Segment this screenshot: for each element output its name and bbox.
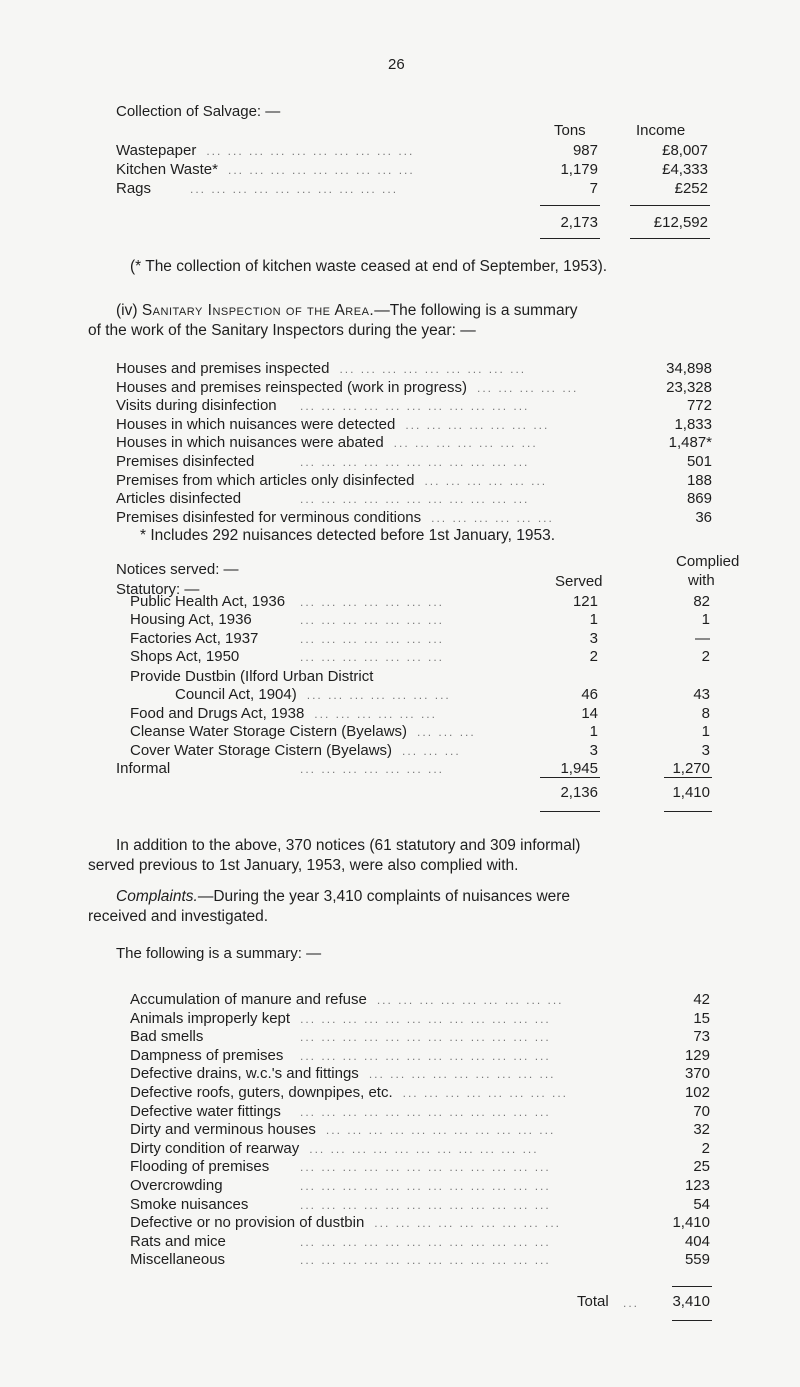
salvage-heading: Collection of Salvage: — <box>116 103 281 120</box>
dot-leader: ... ... ... ... ... ... ... ... ... ... ... ... <box>300 1197 551 1212</box>
row-label: Bad smells <box>130 1028 204 1046</box>
dot-leader: ... ... ... ... ... ... <box>431 510 554 525</box>
row-label: Premises disinfected <box>116 453 255 470</box>
inspection-value: 188 <box>686 471 712 489</box>
row-label: Food and Drugs Act, 1938 <box>130 705 305 722</box>
complaints-value: 54 <box>693 1195 710 1213</box>
complaints-line-2: received and investigated. <box>88 908 269 925</box>
complaints-value: 129 <box>684 1046 710 1064</box>
complaints-row <box>0 1009 800 1029</box>
complaints-value: 70 <box>693 1102 710 1120</box>
row-label: Houses in which nuisances were abated <box>116 434 384 452</box>
dot-leader: ... ... ... ... ... ... ... ... ... ... ... <box>300 455 530 469</box>
row-label: Housing Act, 1936 <box>130 611 252 628</box>
dot-leader: ... ... ... <box>402 744 461 758</box>
row-label: Kitchen Waste* <box>116 161 218 178</box>
complaints-row <box>0 1064 800 1084</box>
inspection-value: 1,833 <box>674 415 712 433</box>
complaints-heading: Complaints. <box>116 888 198 905</box>
notices-statutory-label: Statutory: — <box>116 581 200 598</box>
salvage-income: £252 <box>674 180 708 197</box>
complaints-row <box>0 1027 800 1047</box>
notices-served: 3 <box>589 630 598 647</box>
dot-leader: ... ... ... ... ... ... ... <box>300 613 445 627</box>
notices-rule-top <box>540 777 600 778</box>
salvage-rule-bottom-income <box>630 238 710 239</box>
notices-row <box>0 629 800 649</box>
dot-leader: ... ... ... ... ... ... ... <box>405 417 550 432</box>
complaints-text: —During the year 3,410 complaints of nuisances were <box>197 888 571 905</box>
salvage-col-income: Income <box>636 122 686 139</box>
salvage-row <box>0 179 800 199</box>
inspection-row <box>0 359 800 379</box>
row-label: Visits during disinfection <box>116 397 277 415</box>
complaints-rule-bottom <box>672 1320 712 1321</box>
complaints-row <box>0 1046 800 1066</box>
row-label: Public Health Act, 1936 <box>130 593 286 610</box>
row-label: Informal <box>116 760 171 777</box>
row-label: Dirty condition of rearway <box>130 1139 300 1157</box>
complaints-value: 559 <box>684 1251 710 1269</box>
notices-served: 3 <box>589 742 598 759</box>
dot-leader: ... ... ... ... ... ... ... ... ... <box>339 362 527 376</box>
inspection-prefix: (iv) <box>116 302 142 319</box>
row-label: Wastepaper <box>116 142 197 159</box>
complaints-row <box>0 1083 800 1103</box>
salvage-total-tons: 2,173 <box>560 214 598 231</box>
inspection-intro-text: —The following is a summary <box>374 302 578 319</box>
row-label: Dampness of premises <box>130 1046 284 1064</box>
complaints-value: 15 <box>693 1009 710 1027</box>
salvage-tons: 987 <box>572 142 598 159</box>
notices-total-served: 2,136 <box>560 784 598 801</box>
inspection-value: 501 <box>686 453 712 470</box>
row-label: Cover Water Storage Cistern (Byelaws) <box>130 742 393 759</box>
complaints-value: 25 <box>693 1158 710 1176</box>
inspection-row <box>0 433 800 453</box>
complaints-row <box>0 1176 800 1196</box>
notices-row <box>0 759 800 779</box>
notices-rule-top-complied <box>664 777 712 778</box>
notices-served: 1 <box>589 611 598 628</box>
dot-leader: ... ... ... ... ... ... ... <box>300 650 445 664</box>
dot-leader: ... ... ... ... ... ... ... ... ... ... <box>190 182 399 196</box>
dot-leader: ... ... ... ... ... ... ... ... ... ... ... <box>300 492 530 507</box>
row-label: Houses and premises inspected <box>116 360 330 377</box>
complaints-value: 123 <box>684 1177 710 1194</box>
notices-row <box>0 647 800 667</box>
dot-leader: ... ... ... ... ... ... <box>424 473 548 488</box>
notices-complied: 8 <box>701 705 710 722</box>
notices-served: 121 <box>572 593 598 610</box>
dot-leader: ... ... ... ... ... ... ... <box>306 688 451 702</box>
dot-leader: ... ... ... ... ... ... ... ... ... ... ... ... <box>300 1048 551 1063</box>
notices-row <box>0 722 800 742</box>
salvage-rule-top <box>540 205 600 206</box>
row-label: Defective or no provision of dustbin <box>130 1214 365 1232</box>
dot-leader: ... ... ... ... ... ... ... ... ... ... <box>206 144 415 158</box>
notices-row-cont <box>0 685 800 705</box>
notices-row <box>0 592 800 612</box>
inspection-value: 36 <box>695 508 712 526</box>
notices-served: 1,945 <box>560 760 598 777</box>
row-label: Defective drains, w.c.'s and fittings <box>130 1065 359 1083</box>
notices-complied: 3 <box>701 742 710 759</box>
inspection-row <box>0 508 800 528</box>
inspection-value: 772 <box>686 397 712 415</box>
row-label: Council Act, 1904) <box>175 686 297 703</box>
dot-leader: ... ... ... ... ... ... ... <box>300 762 445 776</box>
complaints-row <box>0 1157 800 1177</box>
inspection-row <box>0 471 800 491</box>
dot-leader: ... ... ... ... ... ... ... ... ... ... ... ... <box>300 1160 551 1175</box>
dot-leader: ... ... ... ... ... ... ... <box>300 632 445 646</box>
complaints-value: 404 <box>684 1232 710 1250</box>
notices-row <box>0 667 800 687</box>
row-label: Cleanse Water Storage Cistern (Byelaws) <box>130 723 408 740</box>
salvage-footnote: (* The collection of kitchen waste ceased at end of September, 1953). <box>130 258 608 275</box>
row-label: Overcrowding <box>130 1177 223 1194</box>
dot-leader: ... ... ... ... ... ... ... ... ... ... ... <box>300 399 530 414</box>
row-label: Articles disinfected <box>116 490 242 508</box>
salvage-rule-top-income <box>630 205 710 206</box>
dot-leader: ... ... ... ... ... ... ... ... ... ... ... ... <box>300 1030 551 1045</box>
dot-leader: ... ... ... ... ... ... ... ... ... <box>376 993 564 1007</box>
complaints-value: 32 <box>693 1121 710 1139</box>
dot-leader: ... ... ... ... ... ... <box>314 707 437 721</box>
inspection-intro-line2: of the work of the Sanitary Inspectors during the year: — <box>88 322 476 339</box>
notices-complied: 82 <box>693 593 710 610</box>
notices-total-complied: 1,410 <box>672 784 710 801</box>
inspection-row <box>0 396 800 416</box>
complaints-total-label: Total <box>577 1293 609 1310</box>
complaints-row <box>0 1120 800 1140</box>
dot-leader: ... ... ... ... ... ... ... ... ... <box>228 163 415 177</box>
complaints-rule-top <box>672 1286 712 1287</box>
salvage-income: £8,007 <box>662 142 708 159</box>
notices-row <box>0 741 800 761</box>
notices-col-served: Served <box>555 573 603 590</box>
notices-col-complied-1: Complied <box>676 553 740 570</box>
salvage-income: £4,333 <box>662 161 708 178</box>
notices-served: 2 <box>589 648 598 665</box>
salvage-rule-bottom <box>540 238 600 239</box>
row-label: Defective water fittings <box>130 1102 281 1120</box>
complaints-row <box>0 1232 800 1252</box>
notices-col-complied-2: with <box>688 572 715 589</box>
addition-line-2: served previous to 1st January, 1953, were also complied with. <box>88 857 519 874</box>
row-label: Houses in which nuisances were detected <box>116 415 396 433</box>
notices-row <box>0 704 800 724</box>
dot-leader: ... ... ... ... ... ... ... ... ... <box>374 1216 561 1231</box>
complaints-row <box>0 1195 800 1215</box>
page-number: 26 <box>388 56 405 73</box>
complaints-row <box>0 1102 800 1122</box>
notices-complied: 2 <box>701 648 710 665</box>
inspection-value: 869 <box>686 490 712 508</box>
row-label: Houses and premises reinspected (work in progress) <box>116 378 467 396</box>
salvage-col-tons: Tons <box>554 122 586 139</box>
dot-leader: ... ... ... ... ... ... ... ... ... ... ... ... <box>300 1234 551 1249</box>
complaints-value: 73 <box>693 1028 710 1046</box>
addition-paragraph <box>88 836 580 876</box>
salvage-tons: 7 <box>589 180 598 197</box>
notices-complied: 43 <box>693 686 710 703</box>
inspection-intro <box>116 302 578 320</box>
inspection-value: 1,487* <box>668 434 712 452</box>
row-label: Defective roofs, guters, downpipes, etc. <box>130 1084 393 1101</box>
dot-leader: ... ... ... ... ... ... ... ... ... ... ... <box>309 1141 539 1156</box>
inspection-row <box>0 489 800 509</box>
inspection-heading: Sanitary Inspection of the Area. <box>141 302 375 319</box>
row-label: Smoke nuisances <box>130 1195 249 1213</box>
inspection-row <box>0 415 800 435</box>
inspection-value: 34,898 <box>666 360 712 377</box>
row-label: Provide Dustbin (Ilford Urban District <box>130 668 374 685</box>
dot-leader: ... ... ... ... ... ... ... ... ... <box>368 1067 556 1082</box>
notices-heading: Notices served: — <box>116 561 239 578</box>
complaints-line-1 <box>88 887 570 907</box>
notices-served: 46 <box>581 686 598 703</box>
dot-leader: ... ... ... ... ... ... ... ... <box>402 1086 568 1100</box>
notices-served: 1 <box>589 723 598 740</box>
row-label: Rags <box>116 180 152 197</box>
inspection-value: 23,328 <box>666 378 712 396</box>
complaints-value: 2 <box>701 1139 710 1157</box>
complaints-row <box>0 1213 800 1233</box>
notices-row <box>0 610 800 630</box>
complaints-value: 42 <box>693 991 710 1008</box>
inspection-row <box>0 378 800 398</box>
salvage-row <box>0 160 800 180</box>
complaints-summary-intro: The following is a summary: — <box>116 945 322 962</box>
row-label: Dirty and verminous houses <box>130 1121 316 1139</box>
row-label: Miscellaneous <box>130 1251 226 1269</box>
row-label: Accumulation of manure and refuse <box>130 991 367 1008</box>
dot-leader: ... ... ... ... ... ... ... ... ... ... ... ... <box>300 1179 551 1193</box>
dot-leader: ... ... ... ... ... ... ... ... ... ... ... <box>325 1123 556 1138</box>
notices-complied: 1,270 <box>672 760 710 777</box>
row-label: Premises disinfested for verminous conditions <box>116 508 422 526</box>
dot-leader: ... ... ... ... ... ... ... <box>393 436 538 451</box>
salvage-total-income: £12,592 <box>653 214 708 231</box>
row-label: Rats and mice <box>130 1232 226 1250</box>
complaints-row <box>0 1250 800 1270</box>
row-label: Animals improperly kept <box>130 1009 291 1027</box>
dot-leader: ... ... ... ... ... ... ... ... ... ... ... ... <box>300 1253 551 1268</box>
notices-complied: — <box>695 630 710 647</box>
notices-rule-bottom-complied <box>664 811 712 812</box>
complaints-row <box>0 1139 800 1159</box>
notices-rule-bottom <box>540 811 600 812</box>
dot-leader: ... ... ... <box>417 725 476 739</box>
salvage-tons: 1,179 <box>560 161 598 178</box>
complaints-value: 1,410 <box>672 1214 710 1232</box>
complaints-value: 370 <box>684 1065 710 1083</box>
complaints-row <box>0 990 800 1010</box>
complaints-value: 102 <box>684 1084 710 1101</box>
dot-leader: ... ... ... ... ... ... ... ... ... ... ... ... <box>300 1011 551 1026</box>
notices-served: 14 <box>581 705 598 722</box>
addition-line-1: In addition to the above, 370 notices (61 statutory and 309 informal) <box>116 837 581 854</box>
salvage-row <box>0 141 800 161</box>
dot-leader: ... ... ... ... ... ... ... <box>300 595 445 609</box>
dot-leader: ... ... ... ... ... ... ... ... ... ... ... ... <box>300 1104 551 1119</box>
row-label: Factories Act, 1937 <box>130 630 259 647</box>
row-label: Flooding of premises <box>130 1158 270 1176</box>
notices-complied: 1 <box>701 723 710 740</box>
complaints-total-dots: ... <box>623 1296 640 1310</box>
complaints-total-value: 3,410 <box>672 1293 710 1310</box>
dot-leader: ... ... ... ... ... <box>476 380 579 395</box>
inspection-row <box>0 452 800 472</box>
row-label: Shops Act, 1950 <box>130 648 240 665</box>
row-label: Premises from which articles only disinfected <box>116 471 415 489</box>
complaints-paragraph <box>88 887 570 927</box>
inspection-footnote: * Includes 292 nuisances detected before 1st January, 1953. <box>140 527 556 544</box>
notices-complied: 1 <box>701 611 710 628</box>
